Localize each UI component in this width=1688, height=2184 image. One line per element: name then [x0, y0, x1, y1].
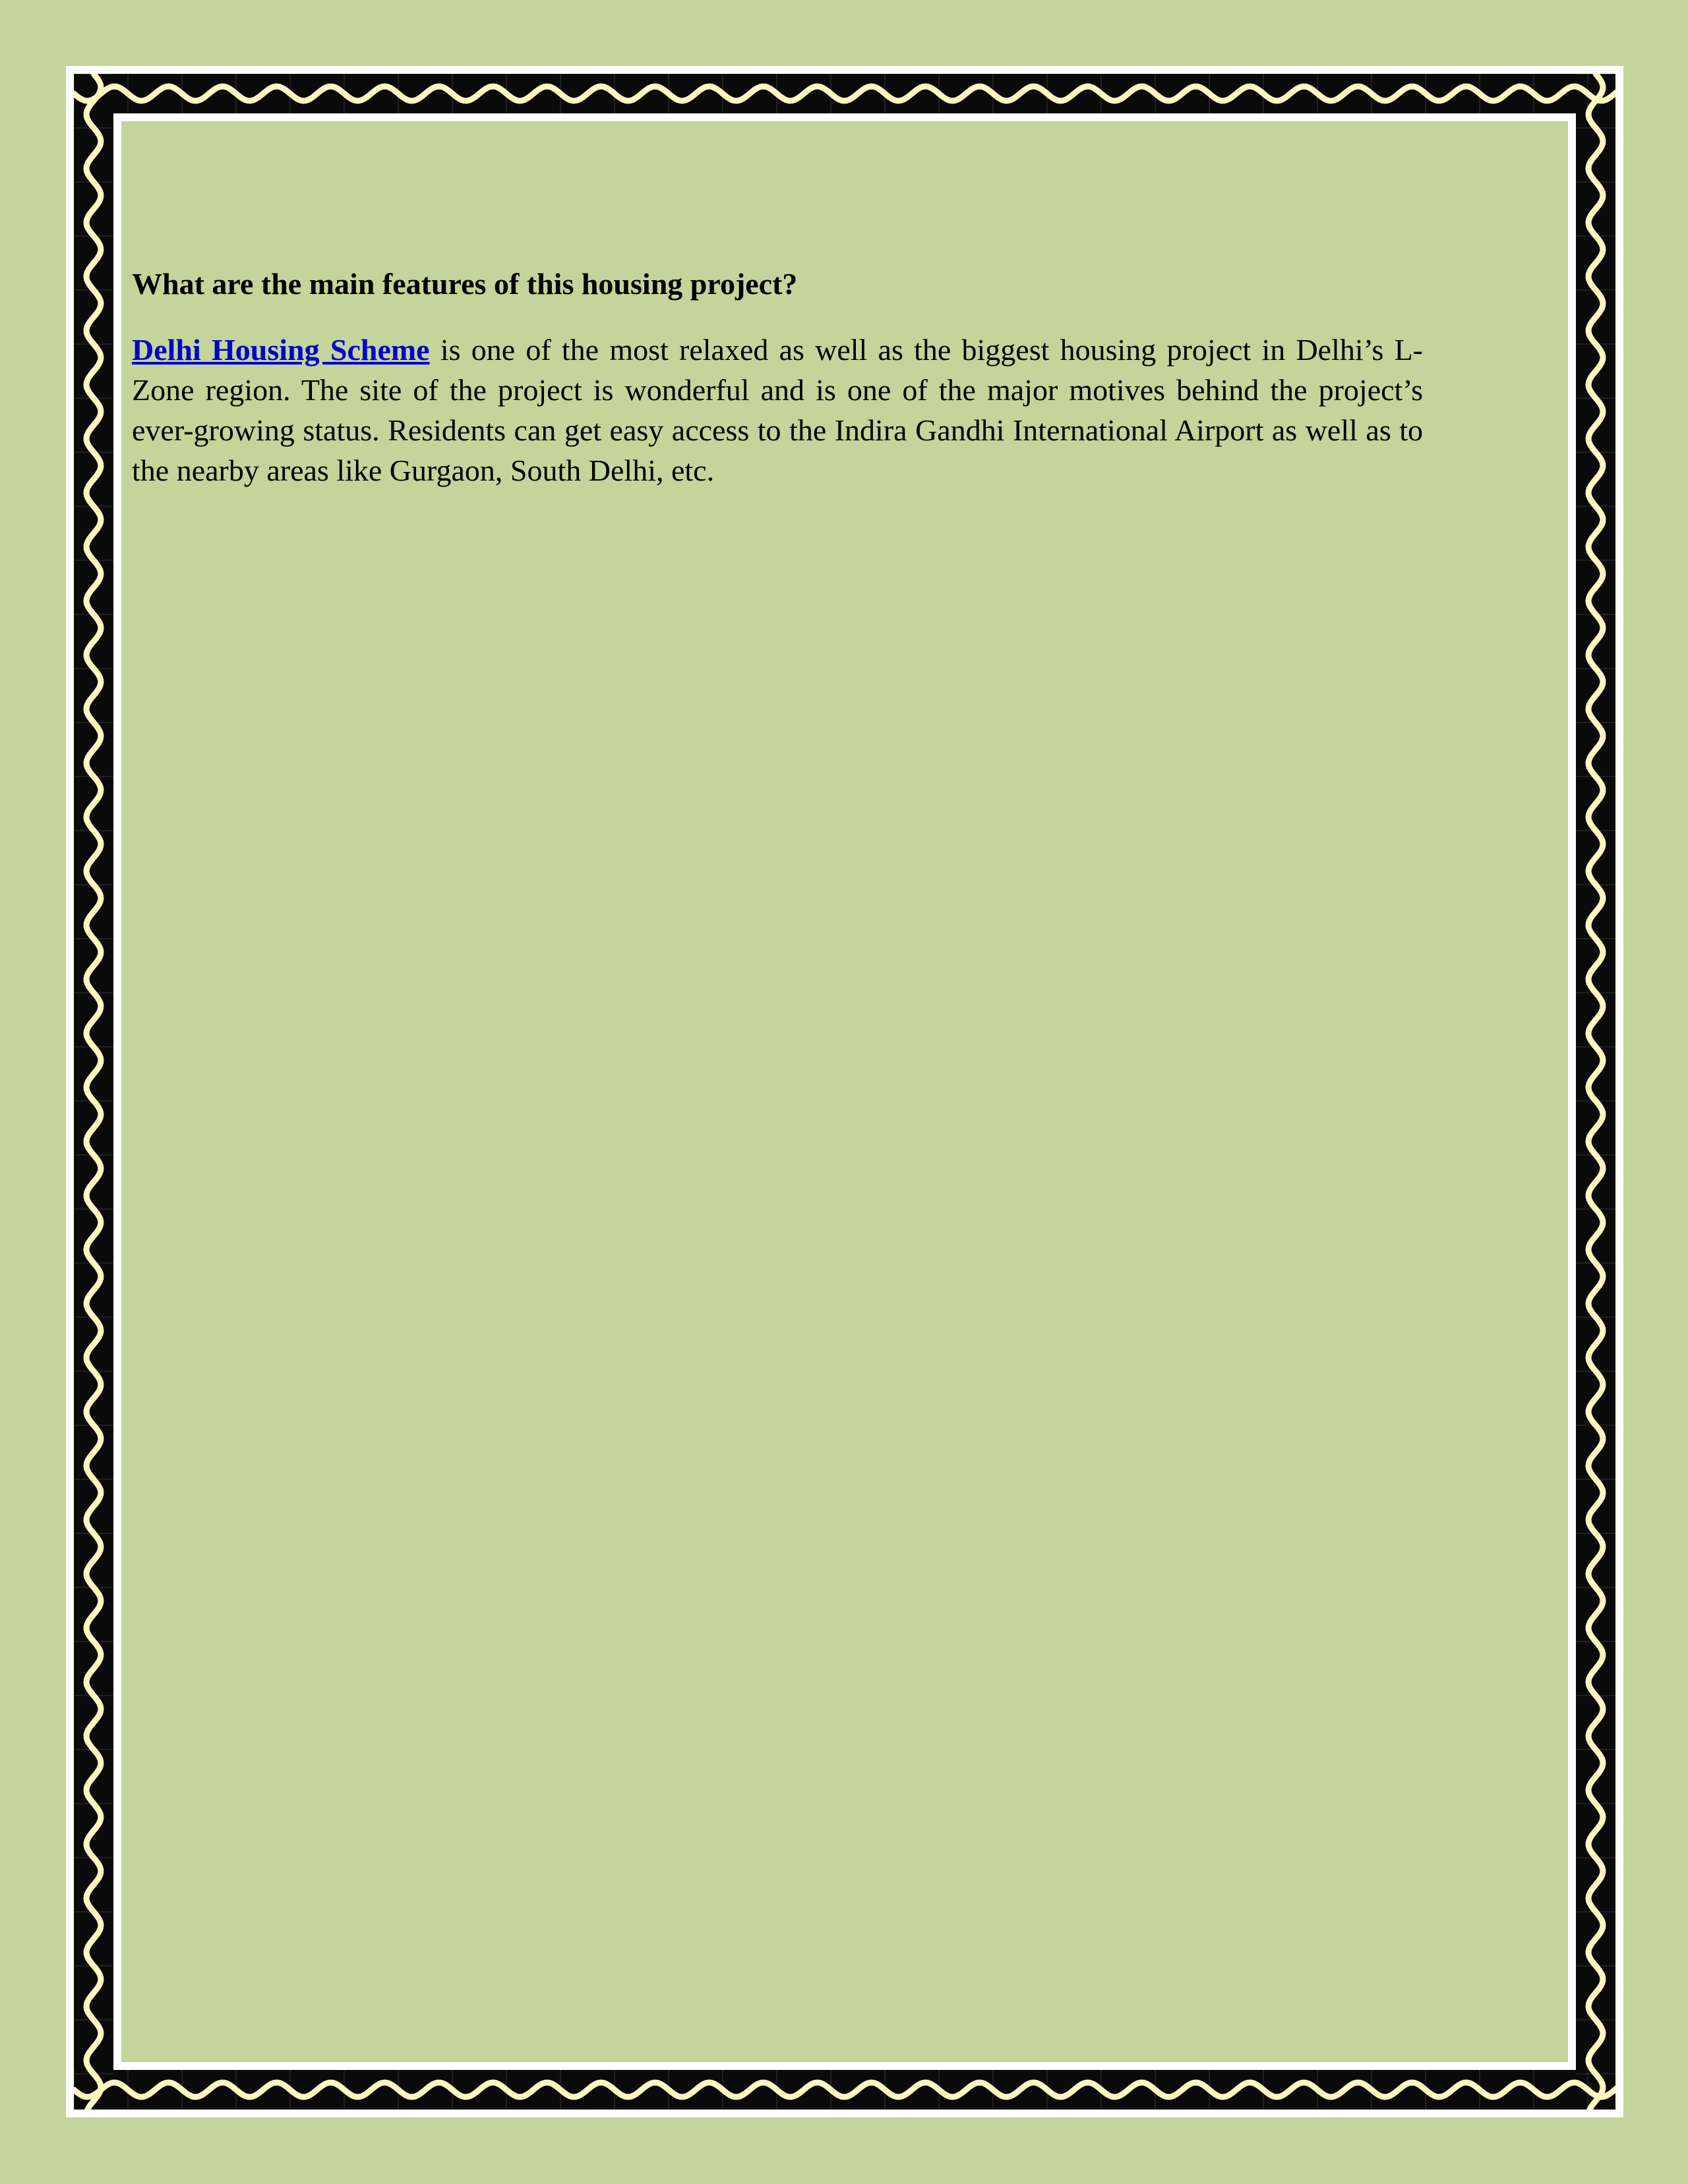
bottom-wave	[74, 2082, 1615, 2097]
section-paragraph	[132, 330, 1423, 490]
top-wave	[74, 86, 1615, 101]
paragraph-body-text: is one of the most relaxed as well as the biggest housing project in Delhi’s L-Zone region. The site of the project is wonderful and is one of the major motives behind the project’s ever-growing status. Residents can get easy access to the Indira Gandhi International Airport as well as to the nearby areas like Gurgaon, South Delhi, etc.	[132, 333, 1423, 487]
delhi-housing-scheme-link[interactable]: Delhi Housing Scheme	[132, 333, 430, 367]
left-wave	[86, 74, 101, 2110]
right-wave	[1588, 74, 1603, 2110]
section-heading: What are the main features of this housing project?	[132, 267, 798, 301]
document-body	[132, 264, 1423, 490]
